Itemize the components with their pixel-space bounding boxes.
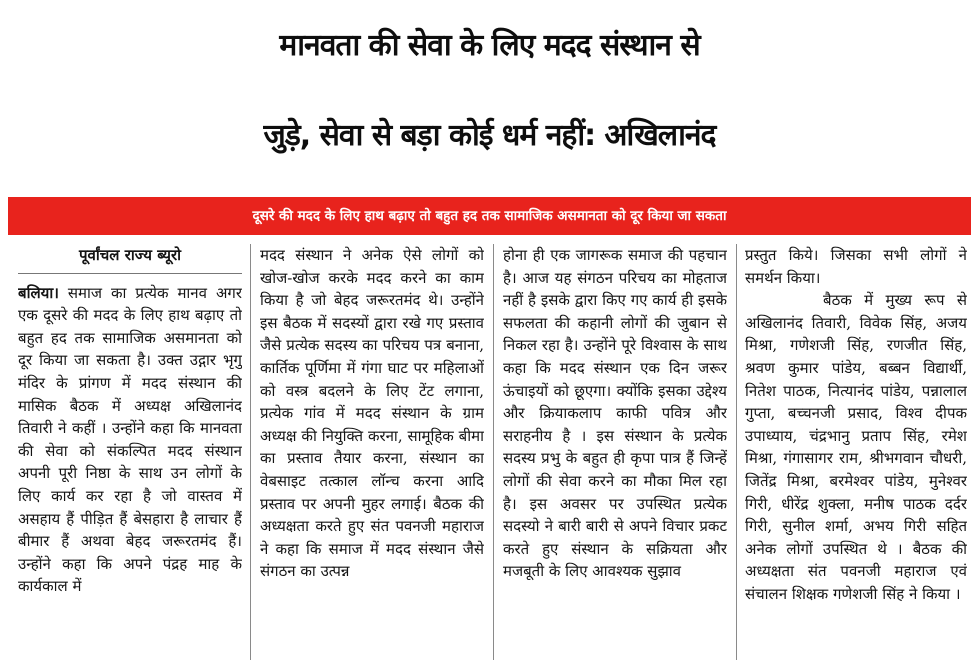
article-column-4 xyxy=(745,244,967,660)
headline-line-2: जुड़े, सेवा से बड़ा कोई धर्म नहीं: अखिलानंद xyxy=(263,118,716,153)
headline xyxy=(6,2,973,182)
article-text-col4-p2: बैठक में मुख्य रूप से अखिलानंद तिवारी, विवेक सिंह, अजय मिश्रा, गणेशजी सिंह, रणजीत सिंह, श्रवण कुमार पांडेय, बब्बन विद्यार्थी, नितेश पाठक, नित्यानंद पांडेय, पन्नालाल गुप्ता, बच्चनजी प्रसाद, विश्व दीपक उपाध्याय, चंद्रभानु प्रताप सिंह, रमेश मिश्रा, गंगासागर राम, श्रीभगवान चौधरी, जितेंद्र मिश्रा, बरमेश्वर पांडेय, मुनेश्वर गिरी, धीरेंद्र शुक्ला, मनीष पाठक दर्दर गिरी, सुनील शर्मा, अभय गिरी सहित अनेक लोगों उपस्थित थे । बैठक की अध्यक्षता संत पवनजी महाराज एवं संचालन शिक्षक गणेशजी सिंह ने किया । xyxy=(745,291,967,603)
headline-line-1: मानवता की सेवा के लिए मदद संस्थान से xyxy=(279,28,700,63)
article-column-2 xyxy=(260,244,484,660)
article-text-col3: होना ही एक जागरूक समाज की पहचान है। आज यह संगठन परिचय का मोहताज नहीं है इसके द्वारा किए गए कार्य ही इसके सफलता की कहानी लोगों की जुबान से निकल रहा है। उन्होंने पूरे विश्वास के साथ कहा कि मदद संस्थान एक दिन जरूर ऊंचाइयों को छूएगा। क्योंकि इसका उद्देश्य और क्रियाकलाप काफी पवित्र और सराहनीय है । इस संस्थान के प्रत्येक सदस्य प्रभु के बहुत ही कृपा पात्र हैं जिन्हें लोगों की सेवा करने का मौका मिल रहा है। इस अवसर पर उपस्थित प्रत्येक सदस्यो ने बारी बारी से अपने विचार प्रकट करते हुए संस्थान के सक्रियता और मजबूती के लिए आवश्यक सुझाव xyxy=(503,246,727,581)
column-divider xyxy=(736,244,737,660)
article-text-col1: समाज का प्रत्येक मानव अगर एक दूसरे की मदद के लिए हाथ बढ़ाए तो बहुत हद तक सामाजिक असमानता को दूर किया जा सकता है। उक्त उद्गार भृगु मंदिर के प्रांगण में मदद संस्थान की मासिक बैठक में अध्यक्ष अखिलानंद तिवारी ने कहीं । उन्होंने कहा कि मानवता की सेवा को संकल्पित मदद संस्थान अपनी पूरी निष्ठा के साथ उन लोगों के लिए कार्य कर रहा है जो वास्तव में असहाय हैं पीड़ित हैं बेसहारा है लाचार हैं बीमार हैं अथवा बेहद जरूरतमंद हैं। उन्होंने कहा कि अपने पंद्रह माह के कार्यकाल में xyxy=(18,283,242,596)
column-divider xyxy=(493,244,494,660)
column-divider xyxy=(250,244,251,660)
article-column-3 xyxy=(503,244,727,660)
subheadline-banner: दूसरे की मदद के लिए हाथ बढ़ाए तो बहुत हद तक सामाजिक असमानता को दूर किया जा सकता xyxy=(8,197,971,235)
dateline: बलिया। xyxy=(18,283,59,302)
article-text-col4-p1: प्रस्तुत किये। जिसका सभी लोगों ने समर्थन किया। xyxy=(745,246,967,287)
byline: पूर्वांचल राज्य ब्यूरो xyxy=(18,244,242,274)
article-text-col2: मदद संस्थान ने अनेक ऐसे लोगों को खोज-खोज करके मदद करने का काम किया है जो बेहद जरूरतमंद थे। उन्होंने इस बैठक में सदस्यों द्वारा रखे गए प्रस्ताव जैसे प्रत्येक सदस्य का परिचय पत्र बनाना, कार्तिक पूर्णिमा में गंगा घाट पर महिलाओं को वस्त्र बदलने के लिए टेंट लगाना, प्रत्येक गांव में मदद संस्थान के ग्राम अध्यक्ष की नियुक्ति करना, सामूहिक बीमा का प्रस्ताव तैयार करना, संस्थान का वेबसाइट तत्काल लॉन्च करना आदि प्रस्ताव पर अपनी मुहर लगाई। बैठक की अध्यक्षता करते हुए संत पवनजी महाराज ने कहा कि समाज में मदद संस्थान जैसे संगठन का उत्पन्न xyxy=(260,246,484,581)
article-column-1 xyxy=(18,244,242,660)
